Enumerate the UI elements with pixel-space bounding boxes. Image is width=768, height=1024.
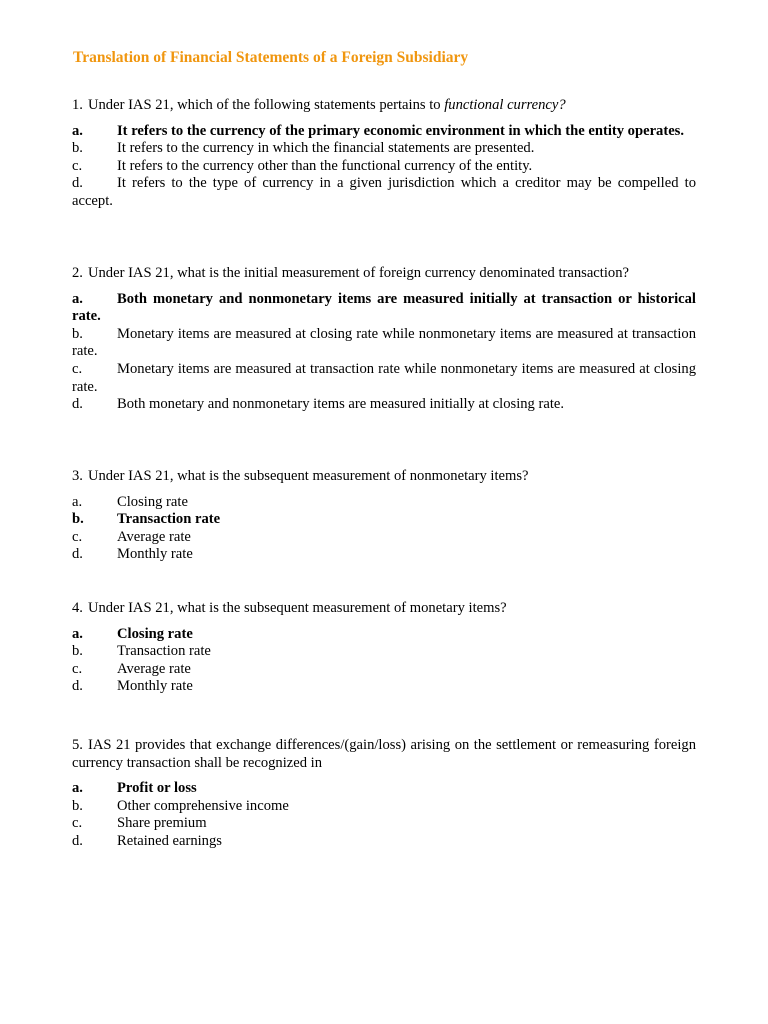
question-stem: 1. Under IAS 21, which of the following statements pertains to functional currency? xyxy=(72,97,566,113)
question-3 xyxy=(72,468,696,564)
option-b: b. Monetary items are measured at closing rate while nonmonetary items are measured at transaction rate. xyxy=(72,325,696,360)
option-c: c. Average rate xyxy=(72,528,191,545)
option-a: a. Both monetary and nonmonetary items are measured initially at transaction or historical rate. xyxy=(72,290,696,325)
option-a: a. It refers to the currency of the primary economic environment in which the entity operates. xyxy=(72,122,685,139)
question-2 xyxy=(72,265,696,414)
option-b: b. It refers to the currency in which the financial statements are presented. xyxy=(72,140,535,157)
option-c: c. Average rate xyxy=(72,660,191,677)
option-d: d. It refers to the type of currency in a given jurisdiction which a creditor may be compelled to accept. xyxy=(72,175,696,209)
option-d: d. Monthly rate xyxy=(72,678,193,695)
option-c: c. Share premium xyxy=(72,815,207,832)
option-b: b. Other comprehensive income xyxy=(72,797,289,814)
document-title: Translation of Financial Statements of a Foreign Subsidiary xyxy=(73,49,469,66)
option-b: b. Transaction rate xyxy=(72,511,221,528)
option-b: b. Transaction rate xyxy=(72,643,211,660)
question-1 xyxy=(72,97,696,211)
question-stem: 3. Under IAS 21, what is the subsequent measurement of nonmonetary items? xyxy=(72,468,529,484)
option-d: d. Retained earnings xyxy=(72,832,222,849)
option-d: d. Monthly rate xyxy=(72,546,193,563)
option-a: a. Profit or loss xyxy=(72,780,197,797)
option-c: c. It refers to the currency other than the functional currency of the entity. xyxy=(72,157,533,174)
option-c: c. Monetary items are measured at transaction rate while nonmonetary items are measured at closing rate. xyxy=(72,360,696,395)
option-d: d. Both monetary and nonmonetary items are measured initially at closing rate. xyxy=(72,396,565,413)
option-a: a. Closing rate xyxy=(72,625,193,642)
question-4 xyxy=(72,600,696,696)
question-stem: 5. IAS 21 provides that exchange differences/(gain/loss) arising on the settlement or remeasuring foreign currency transaction shall be recognized in xyxy=(72,737,696,771)
question-stem: 4. Under IAS 21, what is the subsequent measurement of monetary items? xyxy=(72,600,507,616)
question-5 xyxy=(72,737,696,851)
question-stem: 2. Under IAS 21, what is the initial measurement of foreign currency denominated transaction? xyxy=(72,265,629,281)
option-a: a. Closing rate xyxy=(72,493,188,510)
